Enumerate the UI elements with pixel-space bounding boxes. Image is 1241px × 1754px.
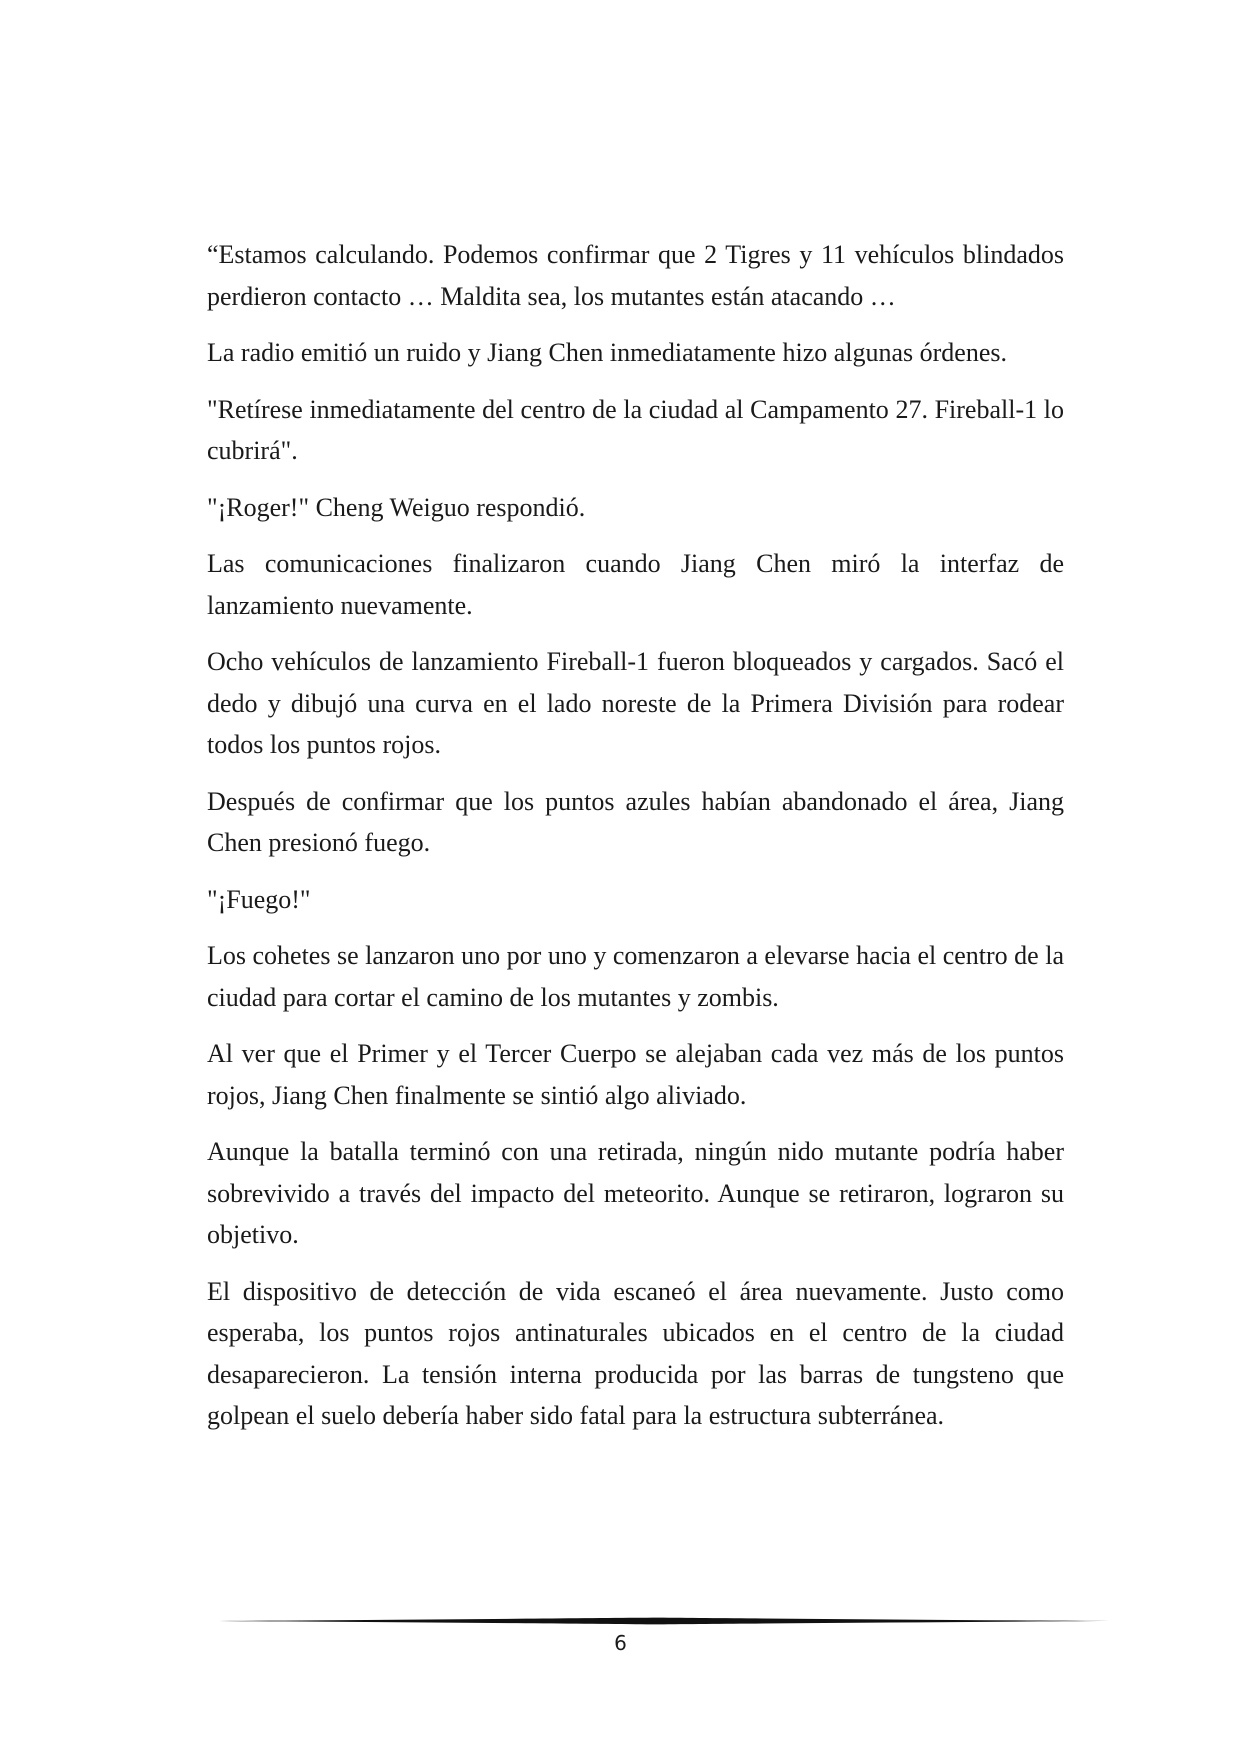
paragraph-1: “Estamos calculando. Podemos confirmar que 2 Tigres y 11 vehículos blindados perdieron contacto … Maldita sea, los mutantes están atacando … bbox=[207, 240, 1064, 311]
footer-divider bbox=[207, 1615, 1109, 1627]
paragraph-6: Ocho vehículos de lanzamiento Fireball-1 fueron bloqueados y cargados. Sacó el dedo y dibujó una curva en el lado noreste de la Primera División para rodear todos los puntos rojos. bbox=[207, 647, 1064, 759]
paragraph-5: Las comunicaciones finalizaron cuando Jiang Chen miró la interfaz de lanzamiento nuevamente. bbox=[207, 549, 1064, 620]
paragraph-8: "¡Fuego!" bbox=[207, 884, 311, 914]
paragraph-4: "¡Roger!" Cheng Weiguo respondió. bbox=[207, 492, 586, 522]
paragraph-12: El dispositivo de detección de vida escaneó el área nuevamente. Justo como esperaba, los puntos rojos antinaturales ubicados en el centro de la ciudad desaparecieron. La tensión interna producida por las barras de tungsteno que golpean el suelo debería haber sido fatal para la estructura subterránea. bbox=[207, 1276, 1064, 1430]
paragraph-9: Los cohetes se lanzaron uno por uno y comenzaron a elevarse hacia el centro de la ciudad para cortar el camino de los mutantes y zombis. bbox=[207, 941, 1064, 1012]
paragraph-11: Aunque la batalla terminó con una retirada, ningún nido mutante podría haber sobrevivido a través del impacto del meteorito. Aunque se retiraron, lograron su objetivo. bbox=[207, 1137, 1064, 1249]
paragraph-10: Al ver que el Primer y el Tercer Cuerpo se alejaban cada vez más de los puntos rojos, Jiang Chen finalmente se sintió algo aliviado. bbox=[207, 1039, 1064, 1110]
page-number: 6 bbox=[614, 1631, 627, 1655]
paragraph-2: La radio emitió un ruido y Jiang Chen inmediatamente hizo algunas órdenes. bbox=[207, 338, 1008, 367]
paragraph-3: "Retírese inmediatamente del centro de la ciudad al Campamento 27. Fireball-1 lo cubrirá". bbox=[207, 394, 1064, 465]
paragraph-7: Después de confirmar que los puntos azules habían abandonado el área, Jiang Chen presionó fuego. bbox=[207, 786, 1064, 857]
body-text bbox=[207, 234, 1064, 1452]
